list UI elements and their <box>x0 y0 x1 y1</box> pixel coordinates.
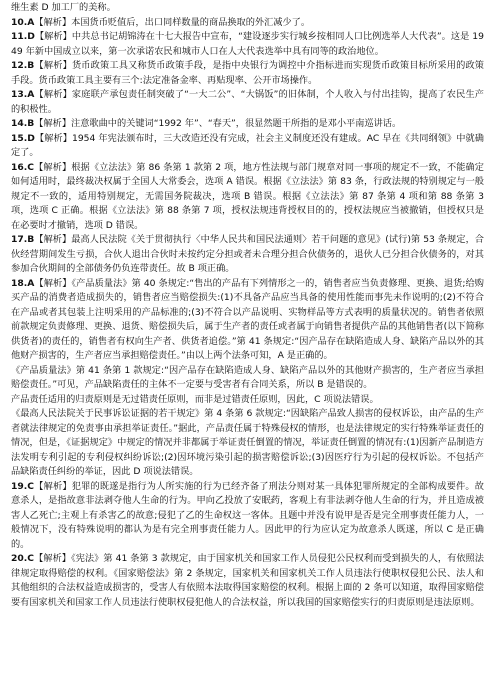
answer-paragraph <box>11 117 484 132</box>
paragraph-text: 【解析】《宪法》第 41 条第 3 款规定，由于国家机关和国家工作人员侵犯公民权利而受到损失的人，有依照法律规定取得赔偿的权利。《国家赔偿法》第 2 条规定，国家机关和国家机关工作人员违法行使职权侵犯公民、法人和其他组织的合法权益造成损害的，受害人有依照本法取得国家赔偿的权利。根据上面的 2 条可以知道，取得国家赔偿要有国家机关和国家工作人员违法行使职权侵犯他人的合法权益，所以我国的国家赔偿实行的归责原则是违法原则。 <box>11 553 484 608</box>
answer-paragraph <box>11 407 484 480</box>
question-number: 13.A <box>11 89 35 100</box>
question-number: 10.A <box>11 16 35 28</box>
question-number: 17.B <box>11 234 35 245</box>
question-number: 15.D <box>11 132 35 144</box>
answer-paragraph <box>11 59 484 88</box>
paragraph-text: 【解析】最高人民法院《关于贯彻执行〈中华人民共和国民法通则〉若干问题的意见》(试行)第 53 条规定，合伙经营期间发生亏损，合伙人退出合伙时未按约定分担或者未合理分担合伙债务的，退伙人已分担合伙债务的，对其参加合伙期间的全部债务仍负连带责任。故 B 项正确。 <box>11 234 484 274</box>
paragraph-text: 【解析】注意歌曲中的关键词“1992 年”、“春天”，很显然题干所指的是邓小平南巡讲话。 <box>34 118 402 129</box>
paragraph-text: 【解析】货币政策工具又称货币政策手段，是指中央银行为调控中介指标进而实现货币政策目标所采用的政策手段。货币政策工具主要有三个:法定准备金率、再贴现率、公开市场操作。 <box>11 60 484 86</box>
answer-paragraph <box>11 393 484 408</box>
answer-paragraph <box>11 277 484 364</box>
answer-paragraph <box>11 132 484 161</box>
answer-paragraph <box>11 1 484 16</box>
paragraph-text: 《最高人民法院关于民事诉讼证据的若干规定》第 4 条第 6 款规定:“因缺陷产品致人损害的侵权诉讼，由产品的生产者就法律规定的免责事由承担举证责任。”据此，产品责任属于特殊侵权的情形，也是法律规定的实行特殊举证责任的情况，但是，《证据规定》中规定的情况并非都属于举证责任倒置的情况，举证责任倒置的情况有:(1)因新产品制造方法发明专利引起的专利侵权纠纷诉讼;(2)因环境污染引起的损害赔偿诉讼;(3)因医疗行为引起的侵权诉讼。不包括产品缺陷责任纠纷的举证，因此 D 项说法错误。 <box>11 408 484 477</box>
question-number: 18.A <box>11 277 35 289</box>
answer-paragraph <box>11 552 484 610</box>
question-number: 11.D <box>11 31 35 42</box>
answer-paragraph <box>11 364 484 393</box>
question-number: 16.C <box>11 161 35 173</box>
paragraph-text: 《产品质量法》第 41 条第 1 款规定:“因产品存在缺陷造成人身、缺陷产品以外的其他财产损害的，生产者应当承担赔偿责任。”可见，产品缺陷责任的主体不一定要与受害者有合同关系，所以 B 是错误的。 <box>11 364 484 390</box>
answer-paragraph <box>11 161 484 234</box>
paragraph-text: 【解析】家庭联产承包责任制突破了“一大二公”、“大锅饭”的旧体制，个人收入与付出挂钩，提高了农民生产的积极性。 <box>11 89 484 115</box>
paragraph-text: 【解析】犯罪的既遂是指行为人所实施的行为已经齐备了刑法分则对某一具体犯罪所规定的全部构成要件。故意杀人，是指故意非法剥夺他人生命的行为。甲向乙投放了安眠药，客观上有非法剥夺他人生命的行为，并且造成被害人乙死亡;主观上有杀害乙的故意;侵犯了乙的生命权这一客体。且题中并没有说甲是否是完全刑事责任能力人，一般情况下，没有特殊说明的都认为是有完全刑事责任能力人。因此甲的行为应认定为故意杀人既遂，所以 C 是正确的。 <box>11 480 484 550</box>
paragraph-text: 产品责任适用的归责原则是无过错责任原则，而非是过错责任原则，因此，C 项说法错误。 <box>11 393 379 405</box>
question-number: 12.B <box>11 60 35 71</box>
question-number: 14.B <box>11 118 35 129</box>
answer-paragraph <box>11 233 484 277</box>
answer-paragraph <box>11 30 484 59</box>
answer-paragraph <box>11 88 484 117</box>
answer-paragraph <box>11 480 484 553</box>
paragraph-text: 维生素 D 加工厂的美称。 <box>11 2 116 13</box>
paragraph-text: 【解析】本国货币贬值后，出口同样数量的商品换取的外汇减少了。 <box>34 16 311 28</box>
paragraph-text: 【解析】《产品质量法》第 40 条规定:“售出的产品有下列情形之一的，销售者应当负责修理、更换、退货;给购买产品的消费者造成损失的，销售者应当赔偿损失:(1)不具备产品应当具备的使用性能而事先未作说明的;(2)不符合在产品或者其包装上注明采用的产品标准的;(3)不符合以产品说明、实物样品等方式表明的质量状况的。销售者依照前款规定负责修理、更换、退货、赔偿损失后，属于生产者的责任或者属于向销售者提供产品的其他销售者(以下简称供货者)的责任的，销售者有权向生产者、供货者追偿。”第 41 条规定:“因产品存在缺陷造成人身、缺陷产品以外的其他财产损害的，生产者应当承担赔偿责任。”由以上两个法条可知，A 是正确的。 <box>11 277 484 361</box>
paragraph-text: 【解析】1954 年宪法颁布时，三大改造还没有完成，社会主义制度还没有建成。AC 早在《共同纲领》中就确定了。 <box>11 132 484 158</box>
question-number: 19.C <box>11 480 35 492</box>
answer-paragraph <box>11 16 484 31</box>
paragraph-text: 【解析】根据《立法法》第 86 条第 1 款第 2 项，地方性法规与部门规章对同一事项的规定不一致，不能确定如何适用时，最终裁决权属于全国人大常委会，选项 A 错误。根据《立法法》第 83 条，行政法规的特别规定与一般规定不一致的，适用特别规定，无需国务院裁决，选项 B 错误。根据《立法法》第 87 条第 4 项和第 88 条第 3 项，选项 C 正确。根据《立法法》第 88 条第 7 项，授权法规违背授权目的的，授权法规应当被撤销，但授权只是在必要时才撤销，选项 D 错误。 <box>11 161 484 231</box>
paragraph-text: 【解析】中共总书记胡锦涛在十七大报告中宣布，“建设逐步实行城乡按相同人口比例选举人大代表”。这是 1949 年新中国成立以来，第一次承诺农民和城市人口在人大代表选举中具有同等的政治地位。 <box>11 31 484 57</box>
question-number: 20.C <box>11 553 35 564</box>
